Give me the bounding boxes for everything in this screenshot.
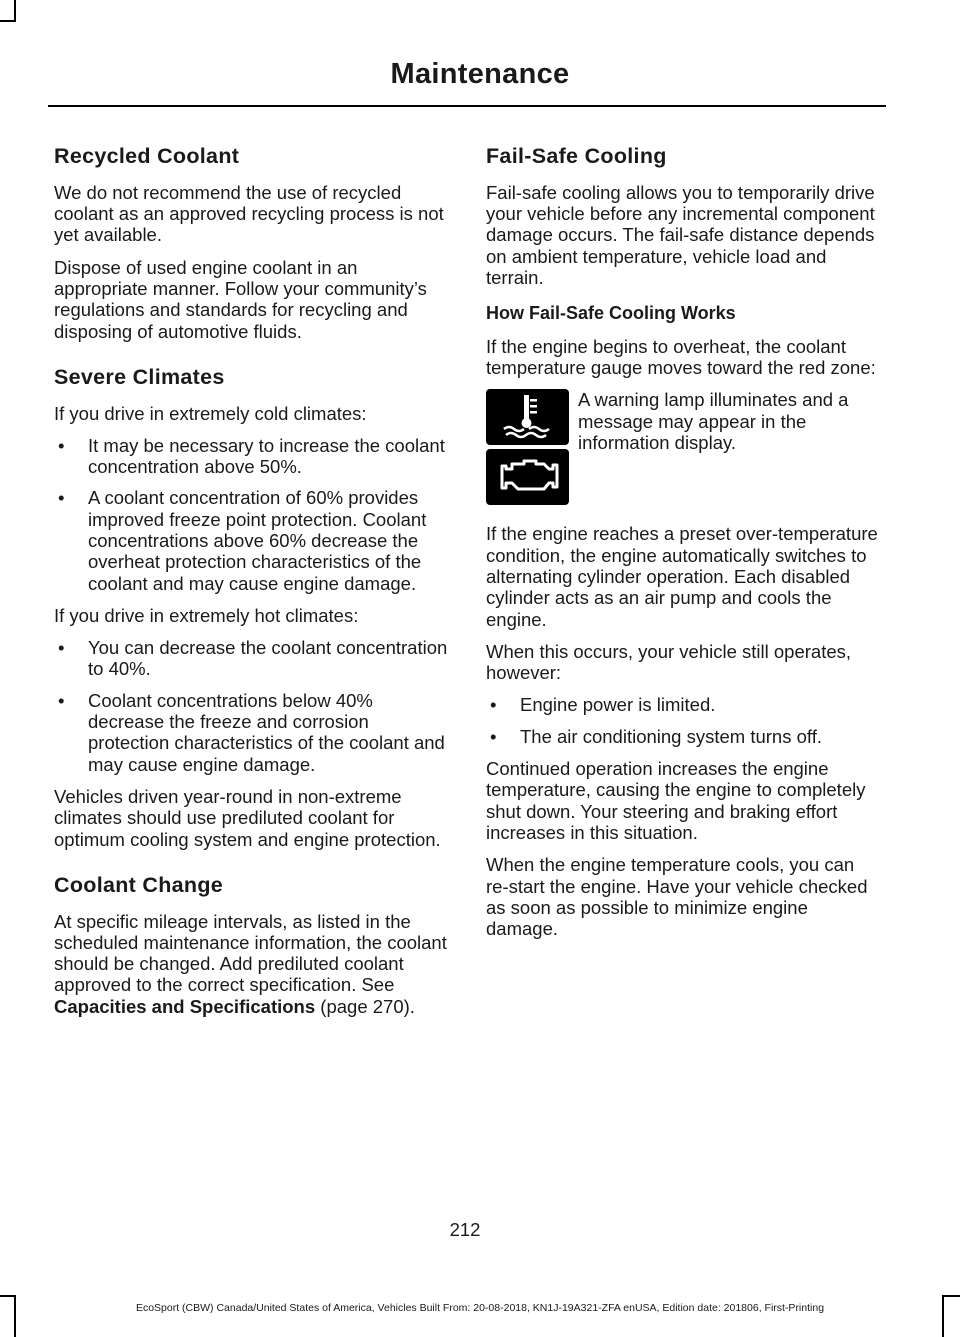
paragraph: Fail-safe cooling allows you to temporarily drive your vehicle before any incremental component damage occurs. The fail-safe distance depends on ambient temperature, vehicle load and terrain. (486, 181, 875, 288)
operation-list (486, 694, 881, 747)
list-item: • It may be necessary to increase the coolant concentration above 50%. (54, 435, 449, 478)
paragraph: Vehicles driven year-round in non-extreme climates should use prediluted coolant for optimum cooling system and engine protection. (54, 785, 441, 850)
page-title: Maintenance (390, 58, 570, 90)
footer-text: EcoSport (CBW) Canada/United States of America, Vehicles Built From: 20-08-2018, KN1J-19A321-ZFA enUSA, Edition date: 201806, First-Printing (135, 1302, 825, 1314)
paragraph: If the engine reaches a preset over-temperature condition, the engine automatically switches to alternating cylinder operation. Each disabled cylinder acts as an air pump and cools the engine. (486, 523, 878, 630)
right-column (486, 144, 881, 950)
paragraph: When the engine temperature cools, you can re-start the engine. Have your vehicle checked as soon as possible to minimize engine damage. (486, 854, 868, 940)
list-item: • You can decrease the coolant concentration to 40%. (54, 637, 449, 680)
capacities-link[interactable]: Capacities and Specifications (54, 995, 316, 1017)
paragraph: We do not recommend the use of recycled coolant as an approved recycling process is not yet available. (54, 181, 444, 246)
list-item: • A coolant concentration of 60% provides improved freeze point protection. Coolant concentrations above 60% decrease the overheat protection characteristics of the coolant and may cause engine damage. (54, 487, 449, 593)
coolant-change-text: At specific mileage intervals, as listed in the scheduled maintenance information, the coolant should be changed. Add prediluted coolant approved to the correct specification. See (54, 910, 447, 996)
list-item: • Engine power is limited. (486, 694, 881, 715)
paragraph: If the engine begins to overheat, the coolant temperature gauge moves toward the red zone: (486, 335, 876, 379)
cold-climate-list (54, 435, 449, 594)
paragraph: Dispose of used engine coolant in an appropriate manner. Follow your community’s regulations and standards for recycling and disposing of automotive fluids. (54, 256, 427, 342)
engine-check-icon (486, 449, 569, 505)
crop-mark (0, 20, 16, 22)
warning-lamp-block (486, 389, 881, 511)
fail-safe-cooling-heading: Fail-Safe Cooling (486, 144, 667, 168)
crop-mark (942, 1295, 960, 1297)
list-item: • The air conditioning system turns off. (486, 726, 881, 747)
paragraph (54, 911, 449, 1017)
paragraph: Continued operation increases the engine temperature, causing the engine to completely shut down. Your steering and braking effort increases in this situation. (486, 758, 866, 843)
page-number: 212 (449, 1219, 481, 1240)
hot-climate-list (54, 637, 449, 775)
crop-mark (14, 0, 16, 22)
header-rule (48, 105, 886, 107)
page-reference: (page 270). (315, 995, 415, 1017)
paragraph: If you drive in extremely cold climates: (54, 402, 367, 424)
how-fail-safe-works-heading: How Fail-Safe Cooling Works (486, 303, 736, 324)
coolant-change-heading: Coolant Change (54, 872, 224, 897)
crop-mark (0, 1295, 16, 1297)
left-column (54, 144, 449, 1028)
paragraph: When this occurs, your vehicle still operates, however: (486, 640, 852, 684)
coolant-temperature-icon (486, 389, 569, 445)
list-item: • Coolant concentrations below 40% decrease the freeze and corrosion protection characteristics of the coolant and may cause engine damage. (54, 690, 449, 775)
recycled-coolant-heading: Recycled Coolant (54, 144, 240, 168)
paragraph: If you drive in extremely hot climates: (54, 604, 359, 626)
warning-lamp-text: A warning lamp illuminates and a message may appear in the information display. (578, 389, 849, 453)
severe-climates-heading: Severe Climates (54, 364, 225, 389)
